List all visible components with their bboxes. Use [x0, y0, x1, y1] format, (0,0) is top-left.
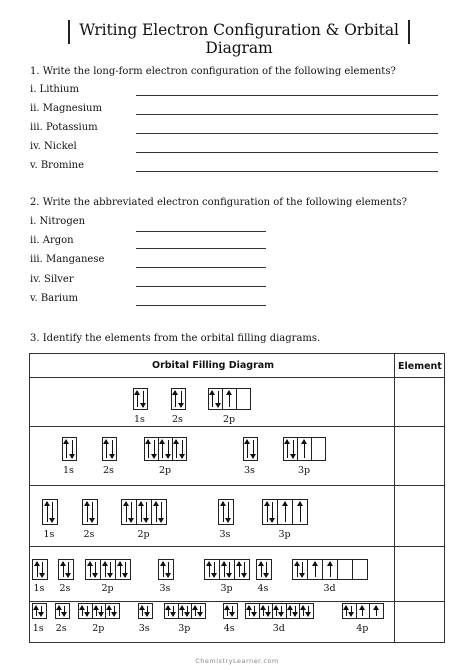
spin-down-arrow — [244, 562, 245, 577]
spin-down-arrow — [87, 606, 88, 616]
subshell-label: 1s — [63, 465, 74, 476]
spin-up-arrow — [105, 562, 106, 577]
spin-down-arrow — [187, 606, 188, 616]
spin-down-arrow — [42, 562, 43, 577]
spin-down-arrow — [95, 562, 96, 577]
q1-item-label: iii. Potassium — [30, 122, 98, 133]
answer-line[interactable] — [136, 231, 266, 232]
spin-down-arrow — [131, 502, 132, 522]
subshell-label: 1s — [32, 623, 44, 634]
subshell-label: 2p — [101, 583, 114, 594]
q2-item-label: iii. Manganese — [30, 254, 105, 265]
spin-up-arrow — [137, 391, 138, 407]
spin-down-arrow — [254, 606, 255, 616]
spin-up-arrow — [66, 440, 67, 458]
q2-item-label: ii. Argon — [30, 235, 74, 246]
subshell-label: 2p — [92, 623, 105, 634]
spin-down-arrow — [351, 606, 352, 616]
spin-up-arrow — [212, 391, 213, 407]
spin-down-arrow — [268, 606, 269, 616]
subshell-label: 3p — [220, 583, 233, 594]
spin-up-arrow — [346, 606, 347, 616]
spin-down-arrow — [232, 606, 233, 616]
spin-up-arrow — [247, 440, 248, 458]
spin-up-arrow — [303, 606, 304, 616]
spin-down-arrow — [293, 440, 294, 458]
spin-up-arrow — [36, 606, 37, 616]
answer-line[interactable] — [136, 152, 438, 153]
spin-up-arrow — [195, 606, 196, 616]
spin-up-arrow — [162, 440, 163, 458]
spin-up-arrow — [261, 562, 262, 577]
answer-line[interactable] — [136, 267, 266, 268]
subshell-label: 1s — [33, 583, 45, 594]
subshell-label: 2s — [172, 414, 183, 425]
spin-up-arrow — [63, 562, 64, 577]
answer-line[interactable] — [136, 286, 266, 287]
q2-item-label: iv. Silver — [30, 274, 74, 285]
subshell-label: 2p — [159, 465, 172, 476]
spin-down-arrow — [228, 502, 229, 522]
spin-down-arrow — [295, 606, 296, 616]
subshell-label: 3s — [159, 583, 171, 594]
row-divider — [29, 546, 445, 547]
spin-up-arrow — [276, 606, 277, 616]
spin-up-arrow — [141, 502, 142, 522]
spin-up-arrow — [300, 502, 301, 522]
spin-down-arrow — [112, 440, 113, 458]
subshell-label: 3p — [178, 623, 191, 634]
spin-up-arrow — [120, 562, 121, 577]
spin-up-arrow — [106, 440, 107, 458]
subshell-label: 3d — [272, 623, 285, 634]
subshell-label: 4s — [223, 623, 235, 634]
spin-up-arrow — [297, 562, 298, 577]
subshell-label: 4s — [257, 583, 269, 594]
answer-line[interactable] — [136, 248, 266, 249]
spin-down-arrow — [72, 440, 73, 458]
q2-item-label: i. Nitrogen — [30, 216, 86, 227]
spin-up-arrow — [59, 606, 60, 616]
spin-up-arrow — [126, 502, 127, 522]
spin-up-arrow — [37, 562, 38, 577]
spin-up-arrow — [290, 606, 291, 616]
q1-item-label: v. Bromine — [30, 160, 85, 171]
orbital-box — [352, 559, 368, 580]
spin-down-arrow — [92, 502, 93, 522]
spin-down-arrow — [302, 562, 303, 577]
row-divider — [29, 426, 445, 427]
row-divider — [29, 377, 445, 378]
q1-item-label: i. Lithium — [30, 84, 79, 95]
answer-line[interactable] — [136, 114, 438, 115]
row-divider — [29, 601, 445, 602]
subshell-label: 2s — [59, 583, 71, 594]
answer-line[interactable] — [136, 133, 438, 134]
spin-up-arrow — [156, 502, 157, 522]
subshell-label: 3d — [323, 583, 336, 594]
spin-up-arrow — [239, 562, 240, 577]
spin-up-arrow — [87, 502, 88, 522]
subshell-label: 3p — [298, 465, 311, 476]
spin-down-arrow — [181, 391, 182, 407]
spin-up-arrow — [142, 606, 143, 616]
spin-down-arrow — [143, 391, 144, 407]
spin-up-arrow — [263, 606, 264, 616]
spin-down-arrow — [101, 606, 102, 616]
spin-up-arrow — [249, 606, 250, 616]
spin-down-arrow — [173, 606, 174, 616]
header-orbital-diagram: Orbital Filling Diagram — [152, 360, 275, 371]
question-3-prompt: 3. Identify the elements from the orbital filling diagrams. — [30, 333, 321, 344]
row-divider — [29, 485, 445, 486]
orbital-box — [311, 437, 326, 461]
spin-down-arrow — [125, 562, 126, 577]
answer-line[interactable] — [136, 171, 438, 172]
spin-down-arrow — [146, 502, 147, 522]
spin-up-arrow — [182, 606, 183, 616]
subshell-label: 2s — [103, 465, 114, 476]
spin-down-arrow — [281, 606, 282, 616]
spin-down-arrow — [168, 440, 169, 458]
subshell-label: 3s — [244, 465, 255, 476]
q1-item-label: iv. Nickel — [30, 141, 77, 152]
subshell-label: 2p — [137, 529, 150, 540]
spin-up-arrow — [267, 502, 268, 522]
spin-up-arrow — [176, 440, 177, 458]
spin-up-arrow — [330, 562, 331, 577]
spin-up-arrow — [82, 606, 83, 616]
spin-up-arrow — [163, 562, 164, 577]
spin-down-arrow — [214, 562, 215, 577]
subshell-label: 2s — [83, 529, 95, 540]
spin-up-arrow — [224, 562, 225, 577]
spin-down-arrow — [200, 606, 201, 616]
subshell-label: 3s — [219, 529, 231, 540]
subshell-label: 4p — [356, 623, 369, 634]
spin-down-arrow — [110, 562, 111, 577]
spin-up-arrow — [304, 440, 305, 458]
spin-up-arrow — [362, 606, 363, 616]
spin-up-arrow — [223, 502, 224, 522]
q2-item-label: v. Barium — [30, 293, 79, 304]
title-frame — [68, 20, 410, 57]
spin-up-arrow — [227, 606, 228, 616]
subshell-label: 2s — [55, 623, 67, 634]
spin-down-arrow — [64, 606, 65, 616]
spin-down-arrow — [154, 440, 155, 458]
page-title: Writing Electron Configuration & Orbital Diagram — [79, 21, 399, 57]
spin-down-arrow — [147, 606, 148, 616]
orbital-box — [337, 559, 353, 580]
footer-brand: ChemistryLearner.com — [195, 657, 279, 665]
spin-down-arrow — [182, 440, 183, 458]
header-element: Element — [398, 361, 442, 372]
subshell-label: 3s — [138, 623, 150, 634]
spin-down-arrow — [272, 502, 273, 522]
spin-down-arrow — [41, 606, 42, 616]
spin-up-arrow — [229, 391, 230, 407]
question-1-prompt: 1. Write the long-form electron configuration of the following elements? — [30, 66, 396, 77]
spin-up-arrow — [287, 440, 288, 458]
spin-down-arrow — [68, 562, 69, 577]
answer-line[interactable] — [136, 305, 266, 306]
spin-down-arrow — [168, 562, 169, 577]
spin-up-arrow — [315, 562, 316, 577]
spin-up-arrow — [168, 606, 169, 616]
column-divider — [394, 353, 395, 643]
spin-down-arrow — [266, 562, 267, 577]
subshell-label: 1s — [43, 529, 55, 540]
spin-down-arrow — [218, 391, 219, 407]
question-2-prompt: 2. Write the abbreviated electron configuration of the following elements? — [30, 197, 407, 208]
subshell-label: 2p — [223, 414, 236, 425]
spin-down-arrow — [114, 606, 115, 616]
spin-up-arrow — [285, 502, 286, 522]
spin-down-arrow — [229, 562, 230, 577]
subshell-label: 3p — [278, 529, 291, 540]
spin-down-arrow — [52, 502, 53, 522]
spin-up-arrow — [90, 562, 91, 577]
spin-up-arrow — [209, 562, 210, 577]
spin-up-arrow — [47, 502, 48, 522]
spin-down-arrow — [161, 502, 162, 522]
answer-line[interactable] — [136, 95, 438, 96]
spin-down-arrow — [308, 606, 309, 616]
q1-item-label: ii. Magnesium — [30, 103, 102, 114]
spin-up-arrow — [96, 606, 97, 616]
spin-up-arrow — [376, 606, 377, 616]
spin-up-arrow — [148, 440, 149, 458]
subshell-label: 1s — [134, 414, 145, 425]
spin-up-arrow — [175, 391, 176, 407]
spin-down-arrow — [253, 440, 254, 458]
spin-up-arrow — [109, 606, 110, 616]
orbital-box — [236, 388, 251, 410]
